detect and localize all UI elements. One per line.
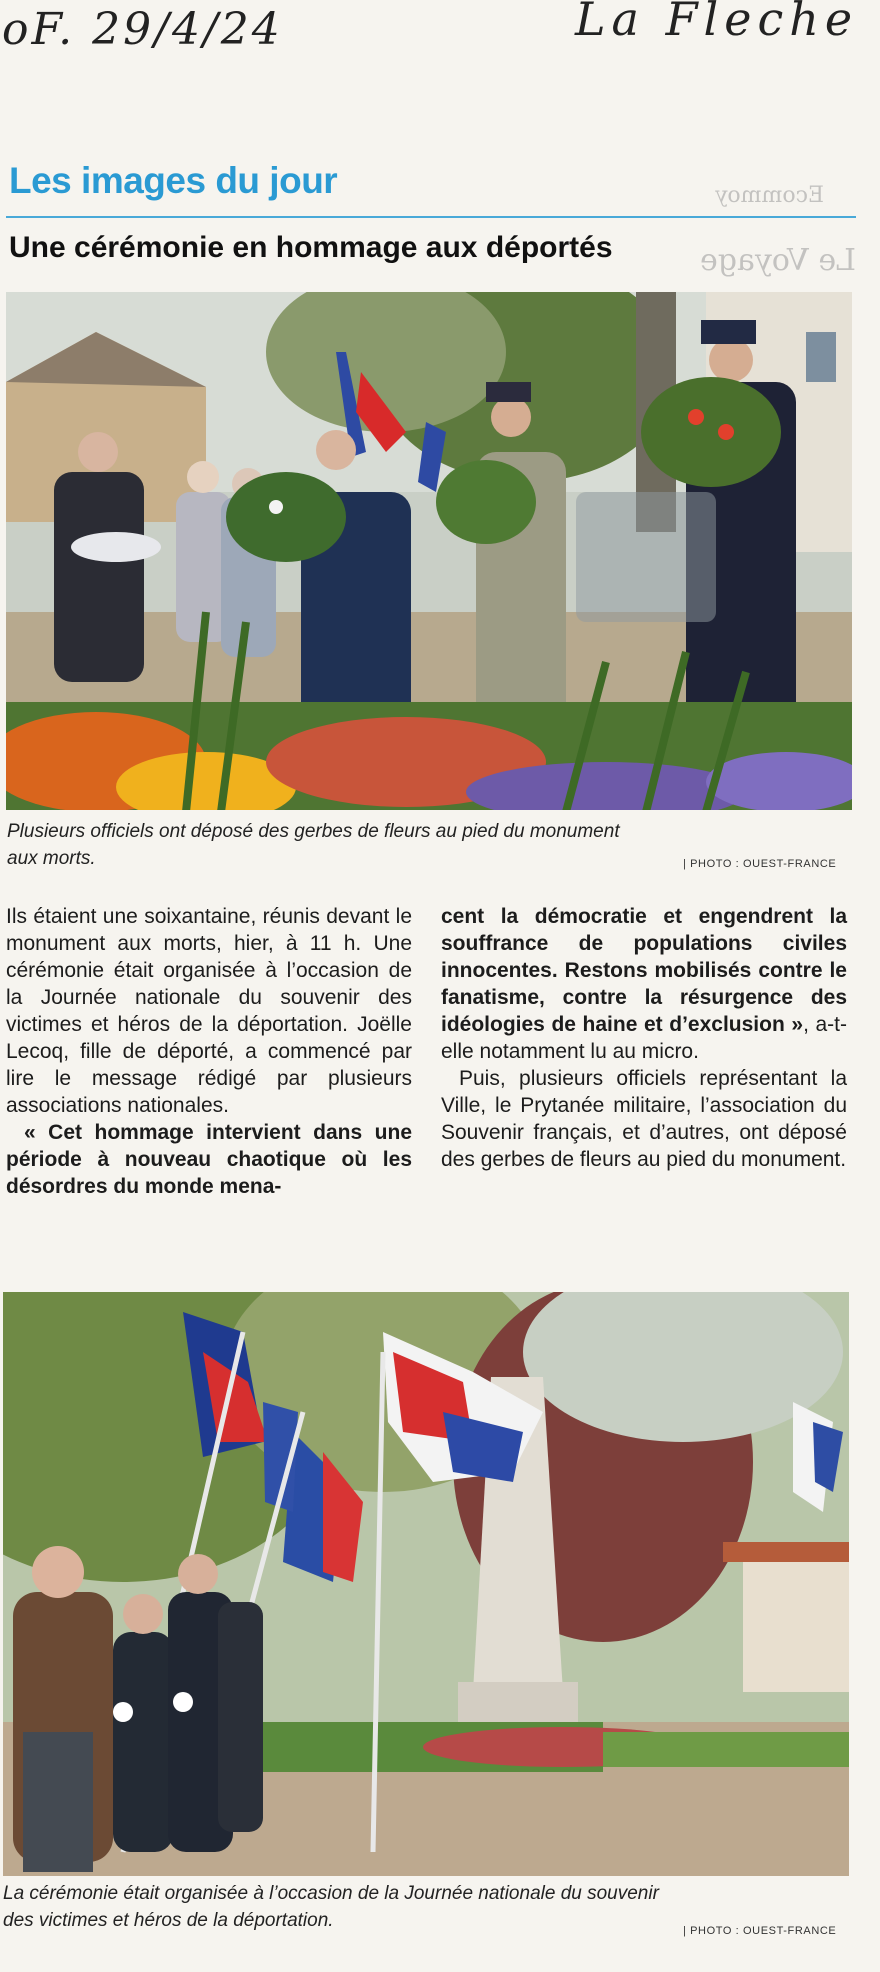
photo-wreath-laying: [6, 292, 852, 810]
photo2-caption-line2: des victimes et héros de la déportation.: [3, 1910, 334, 1931]
photo1-caption-line1: Plusieurs officiels ont déposé des gerbes de fleurs au pied du monument: [7, 821, 620, 842]
section-title: Les images du jour: [9, 160, 338, 201]
handwritten-date: oF. 29/4/24: [2, 4, 283, 55]
article-paragraph-2: Puis, plusieurs officiels représentant la Ville, le Prytanée militaire, l’association du Souvenir français, et d’autres, ont déposé des gerbes de fleurs au pied du monument.: [441, 1067, 847, 1171]
photo1-caption-line2: aux morts.: [7, 848, 96, 869]
bleed-through-voyage: Le Voyage: [700, 243, 856, 278]
article-quote-start: « Cet hommage intervient dans une période à nouveau chaotique où les désordres du monde mena-: [6, 1121, 412, 1198]
photo1-credit: | PHOTO : OUEST-FRANCE: [683, 858, 837, 870]
article-quote-end: cent la démocratie et engendrent la souffrance de populations civiles innocentes. Restons mobilisés contre le fanatisme, contre la résurgence des idéologies de haine et d’exclusion »: [441, 905, 847, 1036]
bleed-through-ecommoy: Ecommoy: [715, 183, 825, 208]
article-column-2: [441, 903, 847, 1173]
photo2-caption-line1: La cérémonie était organisée à l’occasion de la Journée nationale du souvenir: [3, 1883, 659, 1904]
article-paragraph-1: Ils étaient une soixantaine, réunis devant le monument aux morts, hier, à 11 h. Une cérémonie était organisée à l’occasion de la Journée nationale du souvenir des victimes et héros de la déportation. Joëlle Lecoq, fille de déporté, a commencé par lire le message rédigé par plusieurs associations nationales.: [6, 905, 412, 1117]
photo-flag-bearers: [3, 1292, 849, 1876]
handwritten-city: La Fleche: [575, 0, 859, 46]
article-headline: Une cérémonie en hommage aux déportés: [9, 231, 613, 264]
article-column-1: [6, 903, 412, 1200]
article-quote-attribution: , a-t-elle notamment lu au micro.: [441, 1013, 848, 1063]
section-divider: [6, 216, 856, 218]
photo2-credit: | PHOTO : OUEST-FRANCE: [683, 1925, 837, 1937]
